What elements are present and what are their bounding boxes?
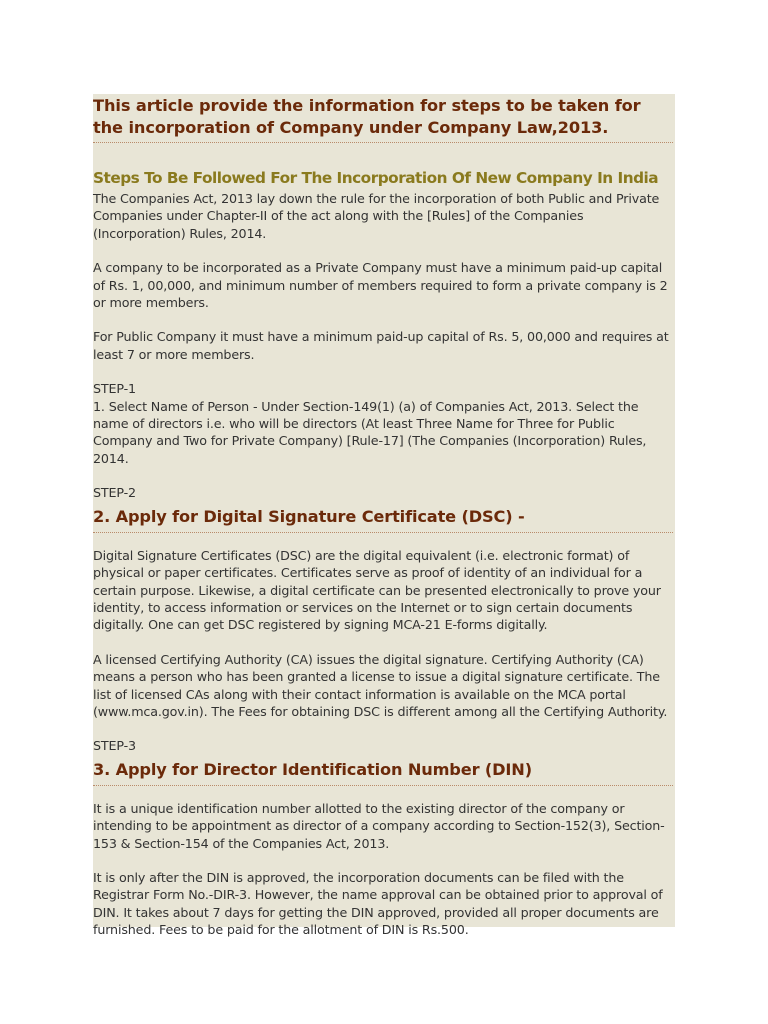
step-3-paragraph-2: It is only after the DIN is approved, the incorporation documents can be filed with the Registrar Form No.-DIR-3. However, the name approval can be obtained prior to approval of DIN. It takes about 7 days for getting the DIN approved, provided all proper documents are furnished. Fees to be paid for the allotment of DIN is Rs.500. <box>93 869 663 938</box>
article-title: This article provide the information for steps to be taken for the incorporation of Company under Company Law,2013. <box>93 94 673 143</box>
step-3-heading: 3. Apply for Director Identification Number (DIN) <box>93 759 673 786</box>
article-panel <box>93 94 675 938</box>
article-body <box>93 94 675 939</box>
intro-paragraph-3: For Public Company it must have a minimum paid-up capital of Rs. 5, 00,000 and requires at least 7 or more members. <box>93 329 669 362</box>
step-3-paragraph-1: It is a unique identification number allotted to the existing director of the company or intending to be appointment as director of a company according to Section-152(3), Section-153 & Section-154 of the Companies Act, 2013. <box>93 800 665 851</box>
step-2-paragraph-2: A licensed Certifying Authority (CA) issues the digital signature. Certifying Authority (CA) means a person who has been granted a license to issue a digital signature certificate. The list of licensed CAs along with their contact information is available on the MCA portal (www.mca.gov.in). The Fees for obtaining DSC is different among all the Certifying Authority. <box>93 651 668 719</box>
step-1-label: STEP-1 <box>93 381 136 397</box>
intro-paragraph-2: A company to be incorporated as a Private Company must have a minimum paid-up capital of Rs. 1, 00,000, and minimum number of members required to form a private company is 2 or more members. <box>93 260 668 311</box>
step-2-label: STEP-2 <box>93 485 136 501</box>
step-2-paragraph-1: Digital Signature Certificates (DSC) are the digital equivalent (i.e. electronic format) of physical or paper certificates. Certificates serve as proof of identity of an individual for a certain purpose. Likewise, a digital certificate can be presented electronically to prove your identity, to access information or services on the Internet or to sign certain documents digitally. One can get DSC registered by signing MCA-21 E-forms digitally. <box>93 547 661 633</box>
step-2-heading: 2. Apply for Digital Signature Certificate (DSC) - <box>93 506 673 533</box>
intro-paragraph-1: The Companies Act, 2013 lay down the rule for the incorporation of both Public and Private Companies under Chapter-II of the act along with the [Rules] of the Companies (Incorporation) Rules, 2014. <box>93 191 660 241</box>
step-1-text: 1. Select Name of Person - Under Section-149(1) (a) of Companies Act, 2013. Select the name of directors i.e. who will be directors (At least Three Name for Three for Public Company and Two for Private Company) [Rule-17] (The Companies (Incorporation) Rules, 2014. <box>93 398 647 466</box>
step-3-label: STEP-3 <box>93 738 136 754</box>
article-subtitle: Steps To Be Followed For The Incorporation Of New Company In India <box>93 169 659 187</box>
